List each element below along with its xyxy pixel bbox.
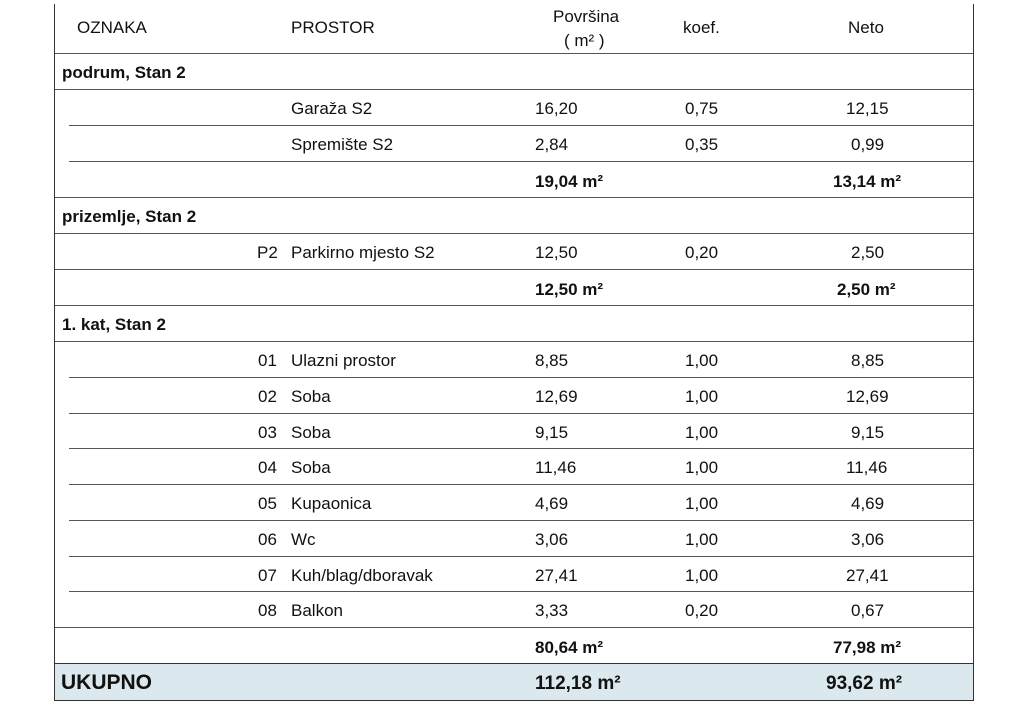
row-net: 8,85	[851, 351, 885, 370]
grand-total-area: 112,18 m²	[535, 673, 621, 694]
subtotal-net: 77,98 m²	[833, 638, 902, 657]
table-header	[55, 4, 973, 54]
row-code: 04	[258, 458, 277, 477]
row-code: 02	[258, 387, 277, 406]
row-coef: 0,20	[685, 601, 719, 620]
header-povrsina-unit: ( m² )	[564, 31, 605, 50]
table-row	[55, 521, 973, 557]
row-net: 27,41	[846, 566, 889, 585]
row-coef: 1,00	[685, 351, 719, 370]
row-coef: 1,00	[685, 530, 719, 549]
section-title: 1. kat, Stan 2	[62, 315, 166, 334]
row-net: 0,99	[851, 135, 885, 154]
subtotal-area: 12,50 m²	[535, 280, 604, 299]
row-area: 9,15	[535, 423, 569, 442]
subtotal-row	[55, 270, 973, 306]
row-name: Balkon	[291, 601, 343, 620]
row-area: 27,41	[535, 566, 578, 585]
area-table	[54, 4, 974, 701]
table-row	[55, 378, 973, 414]
grand-total-label: UKUPNO	[61, 671, 153, 694]
row-area: 12,69	[535, 387, 578, 406]
table-row	[55, 485, 973, 521]
subtotal-area: 80,64 m²	[535, 638, 604, 657]
row-code: 05	[258, 494, 277, 513]
header-neto: Neto	[848, 18, 884, 37]
row-area: 12,50	[535, 243, 578, 262]
header-prostor: PROSTOR	[291, 18, 375, 37]
header-povrsina: Površina	[553, 7, 620, 26]
header-koef: koef.	[683, 18, 720, 37]
row-area: 3,06	[535, 530, 569, 549]
row-name: Soba	[291, 458, 331, 477]
row-net: 12,15	[846, 99, 889, 118]
table-row	[55, 342, 973, 378]
row-name: Soba	[291, 387, 331, 406]
table-row	[55, 592, 973, 628]
row-name: Kuh/blag/dboravak	[291, 566, 433, 585]
table-row	[55, 234, 973, 270]
section-title: podrum, Stan 2	[62, 63, 186, 82]
grand-total-net: 93,62 m²	[826, 673, 903, 694]
row-area: 4,69	[535, 494, 569, 513]
subtotal-net: 13,14 m²	[833, 172, 902, 191]
table-row	[55, 414, 973, 449]
row-name: Wc	[291, 530, 316, 549]
table-row	[55, 449, 973, 485]
row-net: 3,06	[851, 530, 885, 549]
table-row	[55, 126, 973, 162]
row-net: 12,69	[846, 387, 889, 406]
subtotal-net: 2,50 m²	[837, 280, 896, 299]
row-area: 16,20	[535, 99, 578, 118]
row-area: 11,46	[535, 458, 577, 477]
row-area: 2,84	[535, 135, 569, 154]
row-net: 4,69	[851, 494, 885, 513]
row-code: 06	[258, 530, 277, 549]
row-coef: 0,20	[685, 243, 719, 262]
subtotal-row	[55, 628, 973, 664]
row-net: 9,15	[851, 423, 885, 442]
subtotal-row	[55, 162, 973, 198]
row-net: 0,67	[851, 601, 885, 620]
row-coef: 1,00	[685, 494, 719, 513]
row-area: 8,85	[535, 351, 569, 370]
row-net: 2,50	[851, 243, 885, 262]
table-row	[55, 90, 973, 126]
row-code: P2	[257, 243, 278, 262]
row-code: 01	[258, 351, 277, 370]
row-coef: 1,00	[685, 566, 719, 585]
section-title-row	[55, 306, 973, 342]
row-name: Ulazni prostor	[291, 351, 396, 370]
section-title-row	[55, 54, 973, 90]
row-coef: 1,00	[685, 387, 719, 406]
row-name: Soba	[291, 423, 331, 442]
grand-total-row	[55, 664, 973, 700]
row-net: 11,46	[846, 458, 888, 477]
row-name: Garaža S2	[291, 99, 373, 118]
row-name: Spremište S2	[291, 135, 394, 154]
header-oznaka: OZNAKA	[77, 18, 147, 37]
row-coef: 1,00	[685, 458, 719, 477]
section-title: prizemlje, Stan 2	[62, 207, 197, 226]
row-area: 3,33	[535, 601, 569, 620]
subtotal-area: 19,04 m²	[535, 172, 604, 191]
section-title-row	[55, 198, 973, 234]
row-coef: 1,00	[685, 423, 719, 442]
row-name: Parkirno mjesto S2	[291, 243, 435, 262]
row-name: Kupaonica	[291, 494, 372, 513]
row-code: 03	[258, 423, 277, 442]
row-coef: 0,35	[685, 135, 719, 154]
table-row	[55, 557, 973, 592]
row-code: 08	[258, 601, 277, 620]
row-coef: 0,75	[685, 99, 719, 118]
row-code: 07	[258, 566, 277, 585]
